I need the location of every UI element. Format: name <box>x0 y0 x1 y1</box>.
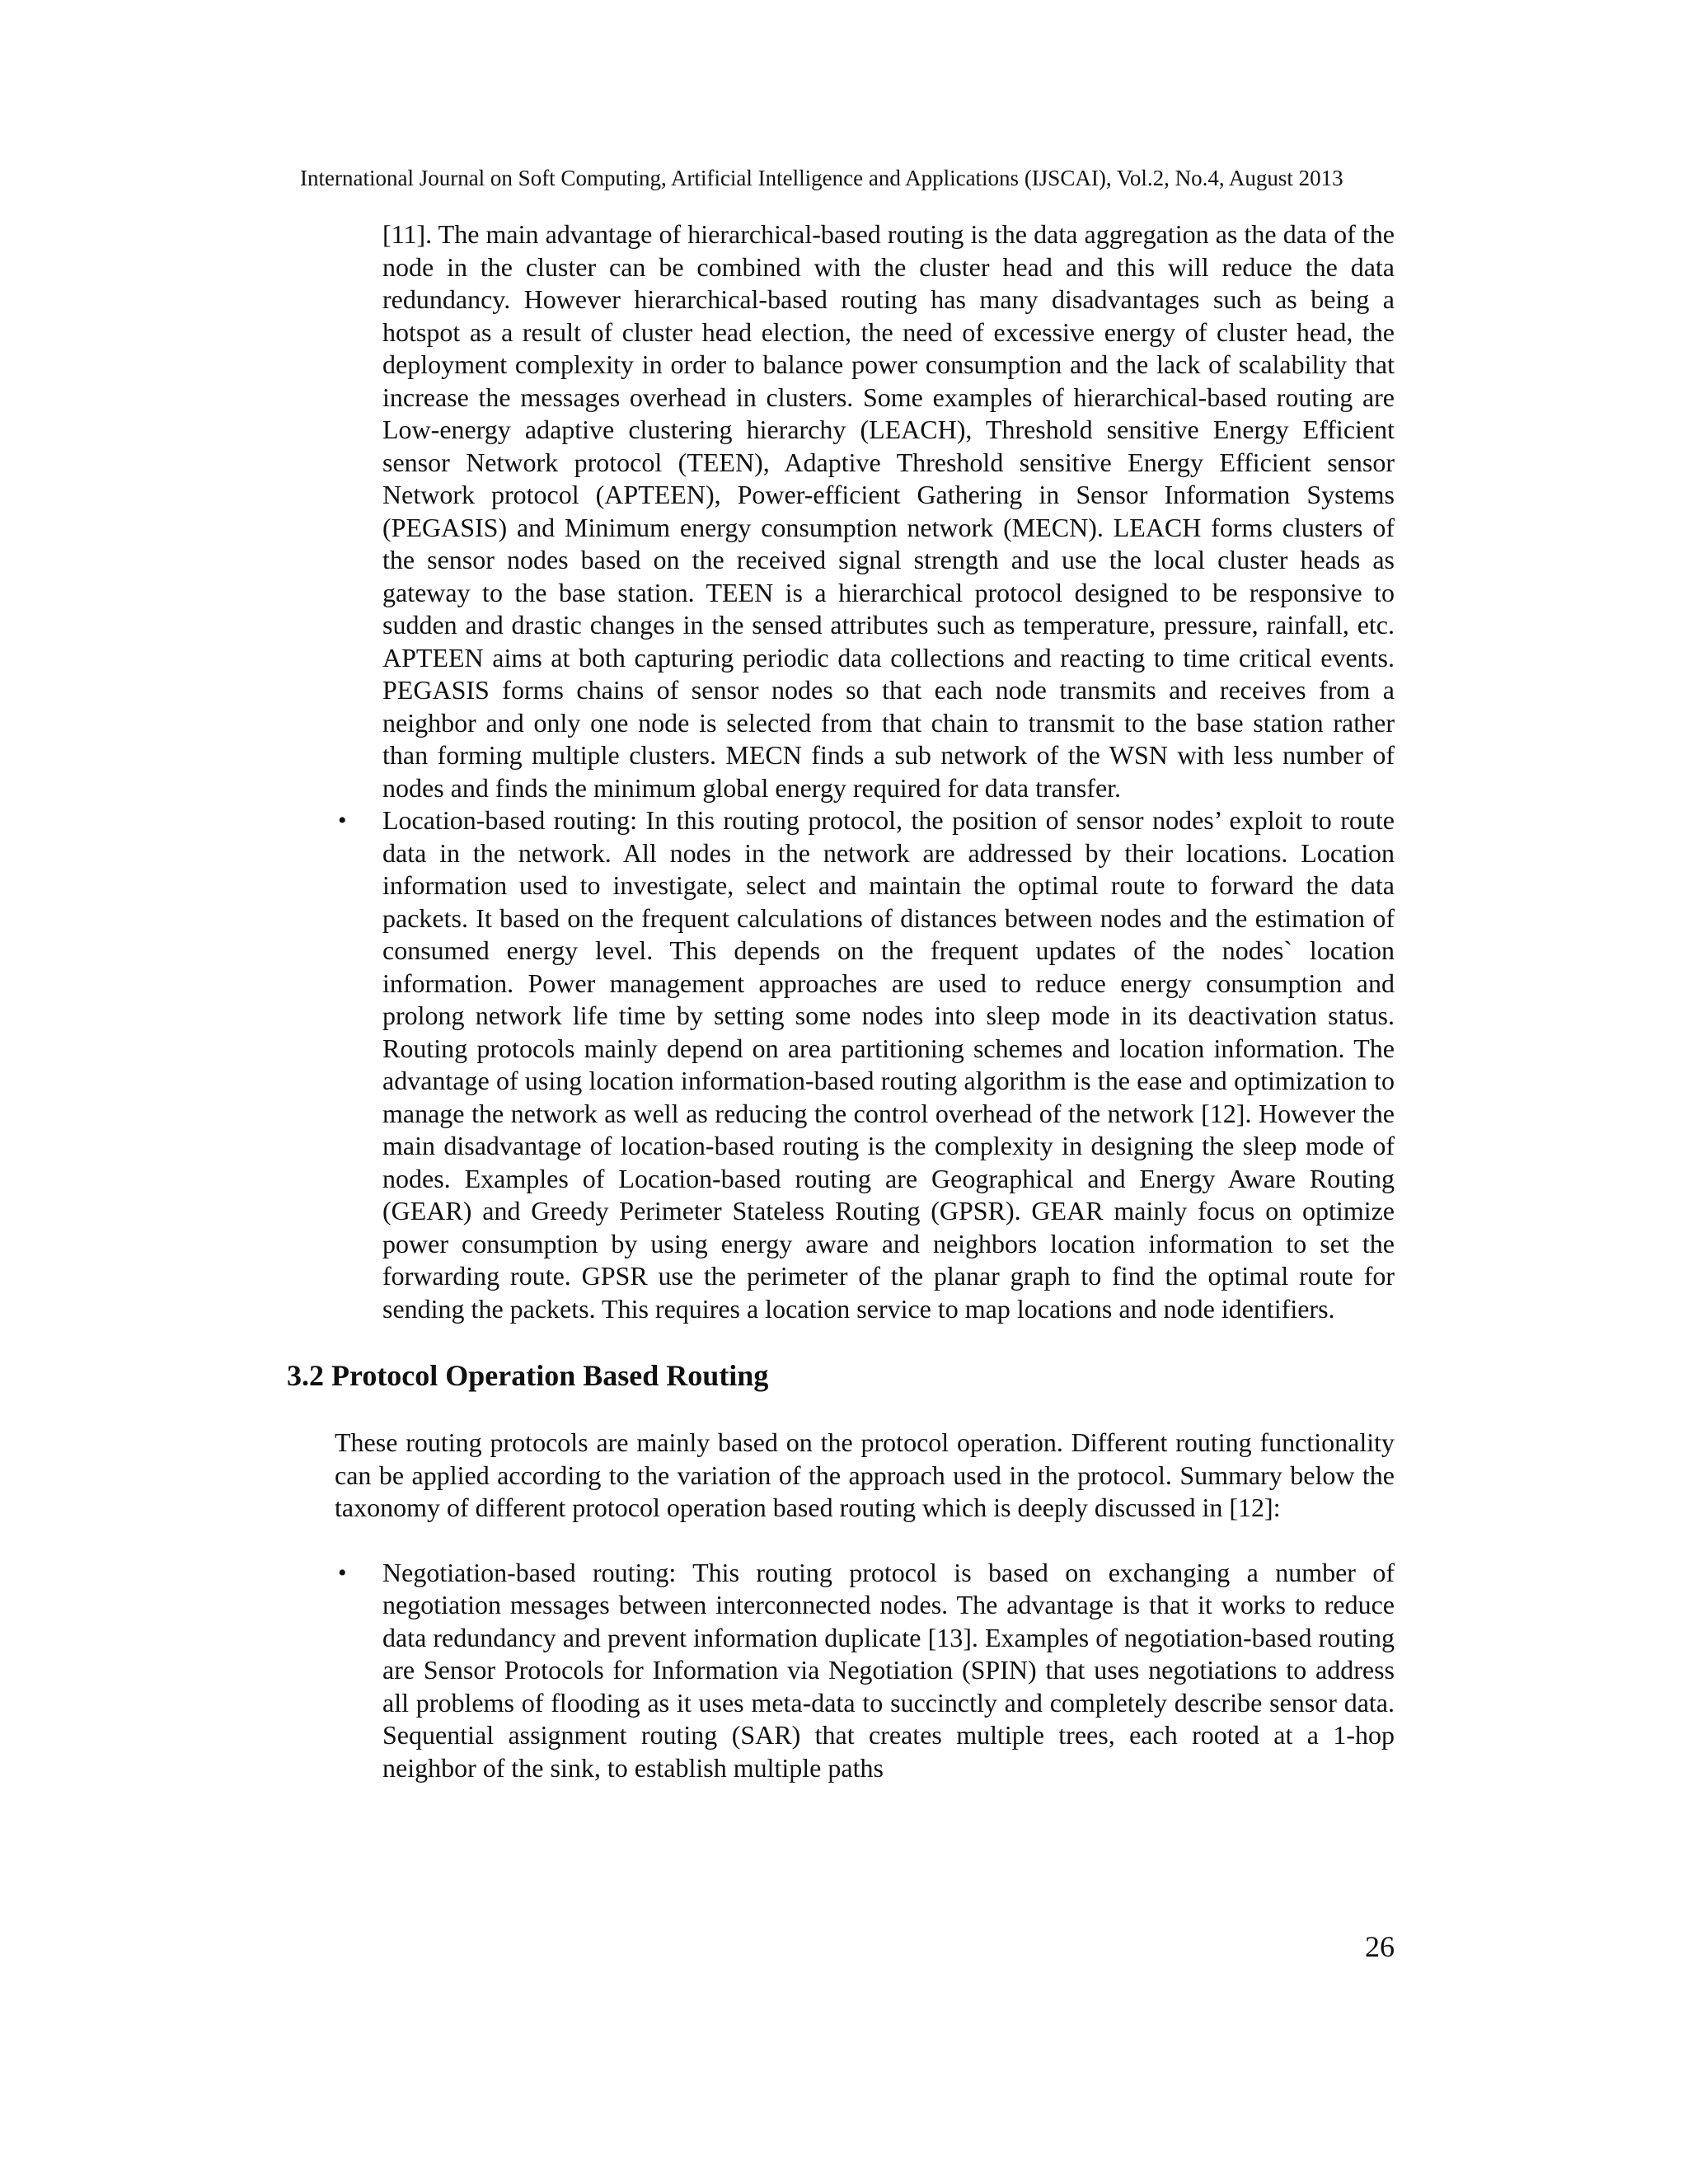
section-heading: 3.2 Protocol Operation Based Routing <box>287 1359 769 1392</box>
hierarchical-routing-continuation: [11]. The main advantage of hierarchical-based routing is the data aggregation as the data of the node in the cluster can be combined with the cluster head and this will reduce the data redundancy. However hierarchical-based routing has many disadvantages such as being a hotspot as a result of cluster head election, the need of excessive energy of cluster head, the deployment complexity in order to balance power consumption and the lack of scalability that increase the messages overhead in clusters. Some examples of hierarchical-based routing are Low-energy adaptive clustering hierarchy (LEACH), Threshold sensitive Energy Efficient sensor Network protocol (TEEN), Adaptive Threshold sensitive Energy Efficient sensor Network protocol (APTEEN), Power-efficient Gathering in Sensor Information Systems (PEGASIS) and Minimum energy consumption network (MECN). LEACH forms clusters of the sensor nodes based on the received signal strength and use the local cluster heads as gateway to the base station. TEEN is a hierarchical protocol designed to be responsive to sudden and drastic changes in the sensed attributes such as temperature, pressure, rainfall, etc. APTEEN aims at both capturing periodic data collections and reacting to time critical events. PEGASIS forms chains of sensor nodes so that each node transmits and receives from a neighbor and only one node is selected from that chain to transmit to the base station rather than forming multiple clusters. MECN finds a sub network of the WSN with less number of nodes and finds the minimum global energy required for data transfer. <box>382 219 1395 803</box>
section-intro-paragraph: These routing protocols are mainly based on the protocol operation. Different routing functionality can be applied according to the variation of the approach used in the protocol. Summary below the taxonomy of different protocol operation based routing which is deeply discussed in [12]: <box>335 1427 1395 1522</box>
running-header: International Journal on Soft Computing, Artificial Intelligence and Applications (IJSCAI), Vol.2, No.4, August 2013 <box>300 166 1343 190</box>
bullet-icon: • <box>338 1558 347 1586</box>
bullet-icon: • <box>338 807 347 834</box>
article-body <box>287 218 1395 1784</box>
negotiation-based-routing-text: Negotiation-based routing: This routing protocol is based on exchanging a number of negotiation messages between interconnected nodes. The advantage is that it works to reduce data redundancy and prevent information duplicate [13]. Examples of negotiation-based routing are Sensor Protocols for Information via Negotiation (SPIN) that uses negotiations to address all problems of flooding as it uses meta-data to succinctly and completely describe sensor data. Sequential assignment routing (SAR) that creates multiple trees, each rooted at a 1-hop neighbor of the sink, to establish multiple paths <box>382 1557 1395 1783</box>
location-based-routing-text: Location-based routing: In this routing protocol, the position of sensor nodes’ exploit to route data in the network. All nodes in the network are addressed by their locations. Location information used to investigate, select and maintain the optimal route to forward the data packets. It based on the frequent calculations of distances between nodes and the estimation of consumed energy level. This depends on the frequent updates of the nodes` location information. Power management approaches are used to reduce energy consumption and prolong network life time by setting some nodes into sleep mode in its deactivation status. Routing protocols mainly depend on area partitioning schemes and location information. The advantage of using location information-based routing algorithm is the ease and optimization to manage the network as well as reducing the control overhead of the network [12]. However the main disadvantage of location-based routing is the complexity in designing the sleep mode of nodes. Examples of Location-based routing are Geographical and Energy Aware Routing (GEAR) and Greedy Perimeter Stateless Routing (GPSR). GEAR mainly focus on optimize power consumption by using energy aware and neighbors location information to set the forwarding route. GPSR use the perimeter of the planar graph to find the optimal route for sending the packets. This requires a location service to map locations and node identifiers. <box>382 805 1395 1324</box>
location-based-routing-item <box>335 804 1395 1325</box>
negotiation-based-routing-item <box>335 1557 1395 1785</box>
page-number: 26 <box>1365 1930 1395 1963</box>
